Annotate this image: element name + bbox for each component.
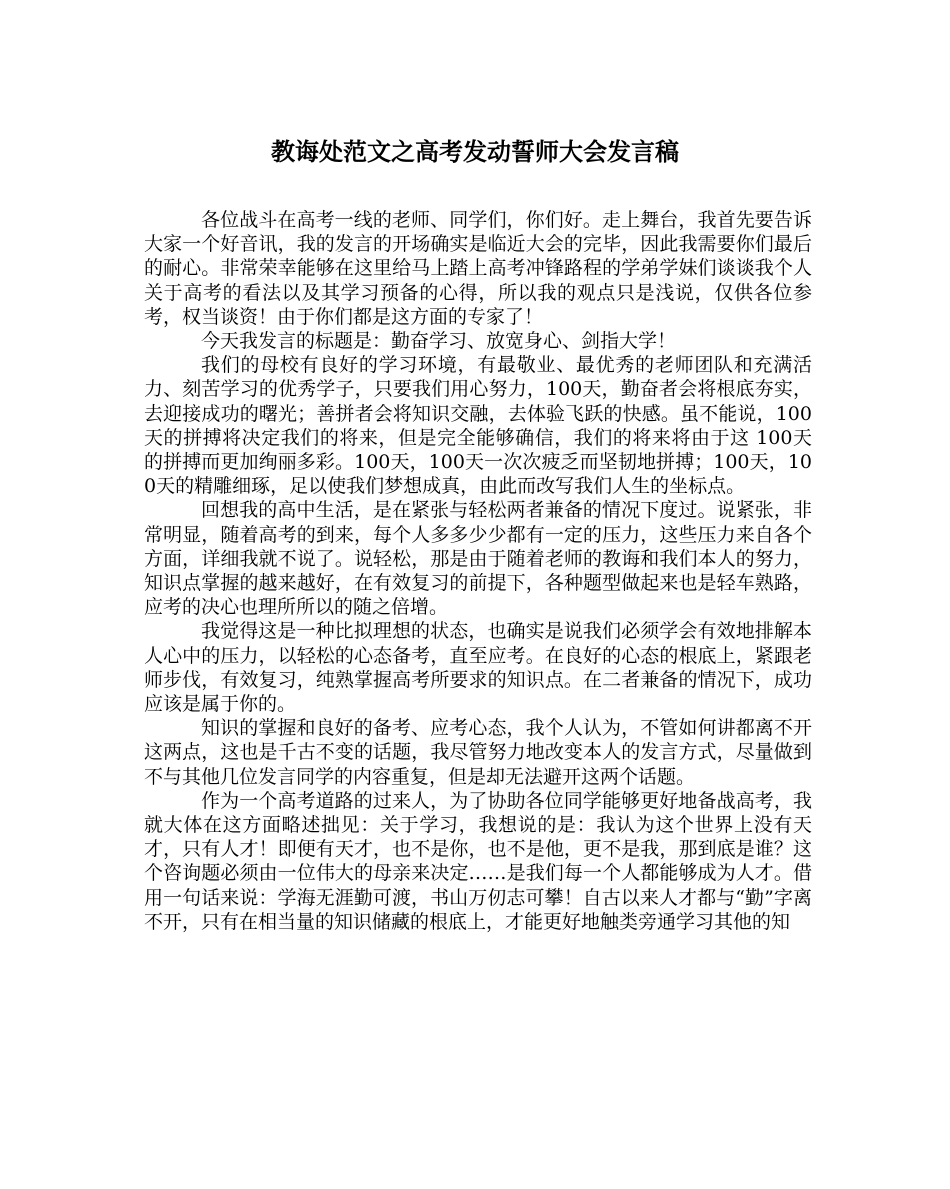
paragraph-ideal-state: 我觉得这是一种比拟理想的状态，也确实是说我们必须学会有效地排解本人心中的压力，以轻松的心态备考，直至应考。在良好的心态的根底上，紧跟老师步伐，有效复习，纯熟掌握高考所要求的知识点。在二者兼备的情况下，成功应该是属于你的。 (144, 620, 812, 716)
paragraph-knowledge-mindset: 知识的掌握和良好的备考、应考心态，我个人认为，不管如何讲都离不开这两点，这也是千古不变的话题，我尽管努力地改变本人的发言方式，尽量做到不与其他几位发言同学的内容重复，但是却无法避开这两个话题。 (144, 717, 812, 788)
document-title: 教诲处范文之高考发动誓师大会发言稿 (271, 137, 679, 166)
paragraph-school: 我们的母校有良好的学习环境，有最敬业、最优秀的老师团队和充满活力、刻苦学习的优秀学子，只要我们用心努力，100天，勤奋者会将根底夯实，去迎接成功的曙光；善拼者会将知识交融，去体验飞跃的快感。虽不能说，100天的拼搏将决定我们的将来，但是完全能够确信，我们的将来将由于这 100天的拼搏而更加绚丽多彩。100天，100天一次次疲乏而坚韧地拼搏；100天，100天的精雕细琢，足以使我们梦想成真，由此而改写我们人生的坐标点。 (144, 354, 812, 498)
paragraph-topic: 今天我发言的标题是：勤奋学习、放宽身心、剑指大学！ (201, 330, 677, 353)
paragraph-advice: 作为一个高考道路的过来人，为了协助各位同学能够更好地备战高考，我就大体在这方面略述拙见：关于学习，我想说的是：我认为这个世界上没有天才，只有人才！即便有天才，也不是你，也不是他，更不是我，那到底是谁？这个咨询题必须由一位伟大的母亲来决定……是我们每一个人都能够成为人才。借用一句话来说：学海无涯勤可渡，书山万仞志可攀！自古以来人才都与“勤”字离不开，只有在相当量的知识储藏的根底上，才能更好地触类旁通学习其他的知 (144, 789, 812, 933)
paragraph-greeting: 各位战斗在高考一线的老师、同学们，你们好。走上舞台，我首先要告诉大家一个好音讯，我的发言的开场确实是临近大会的完毕，因此我需要你们最后的耐心。非常荣幸能够在这里给马上踏上高考冲锋路程的学弟学妹们谈谈我个人关于高考的看法以及其学习预备的心得，所以我的观点只是浅说，仅供各位参考，权当谈资！由于你们都是这方面的专家了！ (144, 209, 812, 328)
paragraph-high-school-life: 回想我的高中生活，是在紧张与轻松两者兼备的情况下度过。说紧张，非常明显，随着高考的到来，每个人多多少少都有一定的压力，这些压力来自各个方面，详细我就不说了。说轻松，那是由于随着老师的教诲和我们本人的努力，知识点掌握的越来越好，在有效复习的前提下，各种题型做起来也是轻车熟路，应考的决心也理所所以的随之倍增。 (144, 499, 812, 619)
document-body (144, 208, 812, 934)
